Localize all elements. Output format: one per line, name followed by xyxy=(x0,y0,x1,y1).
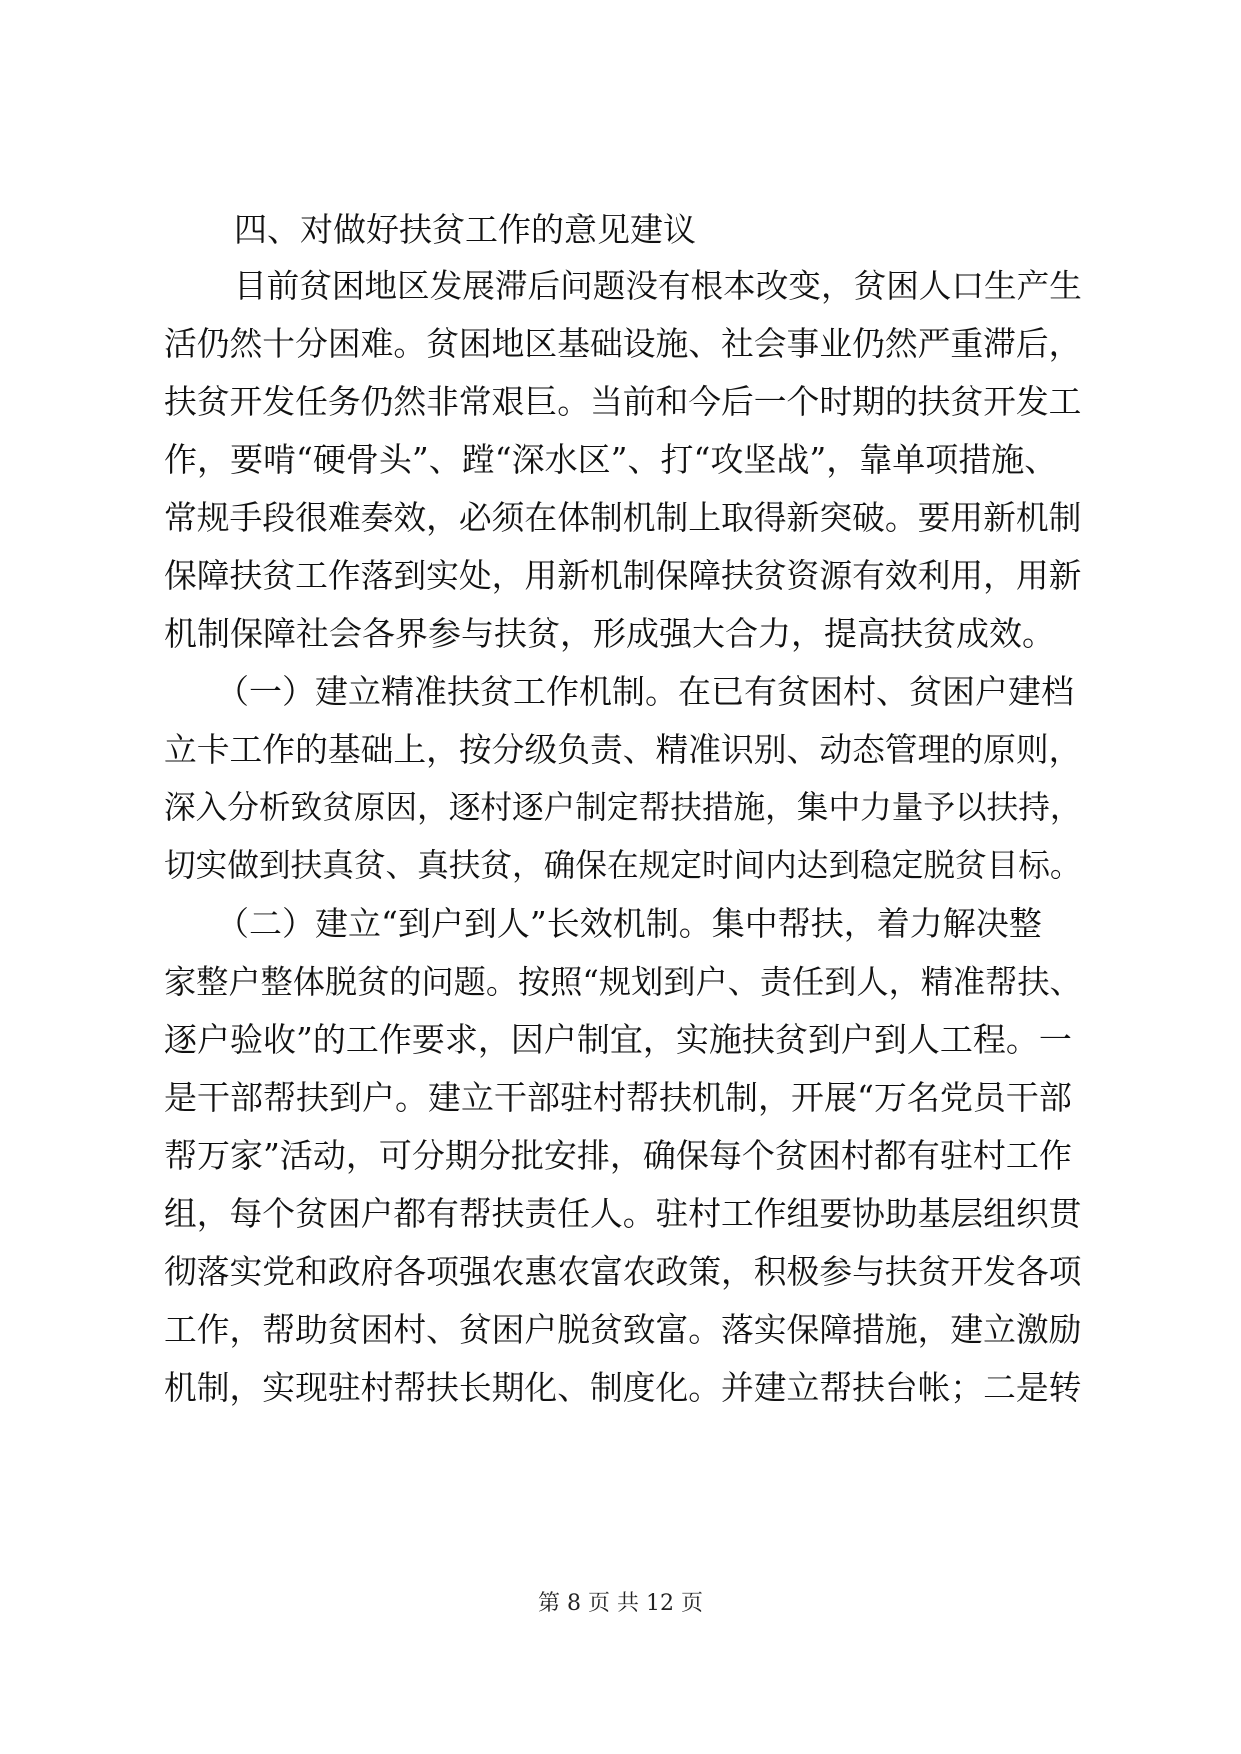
text-line-content: 立卡工作的基础上，按分级负责、精准识别、动态管理的原则， xyxy=(164,731,1082,769)
text-line-content: 帮万家”活动，可分期分批安排，确保每个贫困村都有驻村工作 xyxy=(164,1136,1072,1175)
text-line-content: 保障扶贫工作落到实处，用新机制保障扶贫资源有效利用，用新 xyxy=(164,557,1082,595)
text-line-content: （二）建立“到户到人”长效机制。集中帮扶，着力解决整 xyxy=(216,904,1042,943)
page-footer: 第 8 页 共 12 页 xyxy=(538,1591,703,1616)
text-line xyxy=(0,722,1241,778)
text-line xyxy=(0,1070,1241,1126)
text-line xyxy=(0,1012,1241,1068)
text-line xyxy=(0,548,1241,604)
text-line-content: 机制，实现驻村帮扶长期化、制度化。并建立帮扶台帐；二是转 xyxy=(164,1369,1082,1407)
text-line xyxy=(0,490,1241,546)
text-line-content: 目前贫困地区发展滞后问题没有根本改变，贫困人口生产生 xyxy=(234,267,1082,305)
section-heading: 四、对做好扶贫工作的意见建议 xyxy=(234,210,696,249)
text-line-content: 深入分析致贫原因，逐村逐户制定帮扶措施，集中力量予以扶持， xyxy=(164,790,1082,826)
text-line xyxy=(0,896,1241,952)
text-line xyxy=(0,838,1241,894)
text-line-content: 逐户验收”的工作要求，因户制宜，实施扶贫到户到人工程。一 xyxy=(164,1020,1072,1059)
text-line xyxy=(0,1360,1241,1416)
text-line xyxy=(0,664,1241,720)
text-line-content: 工作，帮助贫困村、贫困户脱贫致富。落实保障措施，建立激励 xyxy=(164,1311,1082,1349)
text-line-content: 彻落实党和政府各项强农惠农富农政策，积极参与扶贫开发各项 xyxy=(164,1253,1082,1291)
text-line xyxy=(0,374,1241,430)
text-line xyxy=(0,954,1241,1010)
text-line-content: 作，要啃“硬骨头”、蹚“深水区”、打“攻坚战”，靠单项措施、 xyxy=(164,440,1058,479)
section-heading-line xyxy=(0,202,1241,258)
text-line-content: 家整户整体脱贫的问题。按照“规划到户、责任到人，精准帮扶、 xyxy=(164,963,1082,1001)
text-line-content: 活仍然十分困难。贫困地区基础设施、社会事业仍然严重滞后， xyxy=(164,325,1082,363)
text-line-content: 扶贫开发任务仍然非常艰巨。当前和今后一个时期的扶贫开发工 xyxy=(164,383,1082,421)
text-line xyxy=(0,316,1241,372)
text-line-content: 机制保障社会各界参与扶贫，形成强大合力，提高扶贫成效。 xyxy=(164,614,1055,653)
text-line-content: 是干部帮扶到户。建立干部驻村帮扶机制，开展“万名党员干部 xyxy=(164,1078,1072,1117)
text-line xyxy=(0,1186,1241,1242)
text-line xyxy=(0,1302,1241,1358)
text-line-content: （一）建立精准扶贫工作机制。在已有贫困村、贫困户建档 xyxy=(216,672,1074,711)
text-line xyxy=(0,780,1241,836)
text-line-content: 常规手段很难奏效，必须在体制机制上取得新突破。要用新机制 xyxy=(164,499,1082,537)
text-line-content: 组，每个贫困户都有帮扶责任人。驻村工作组要协助基层组织贯 xyxy=(164,1195,1082,1233)
text-line-content: 切实做到扶真贫、真扶贫，确保在规定时间内达到稳定脱贫目标。 xyxy=(164,848,1082,884)
text-line xyxy=(0,258,1241,314)
text-line xyxy=(0,1128,1241,1184)
text-line xyxy=(0,432,1241,488)
text-line xyxy=(0,1244,1241,1300)
text-line xyxy=(0,606,1241,662)
